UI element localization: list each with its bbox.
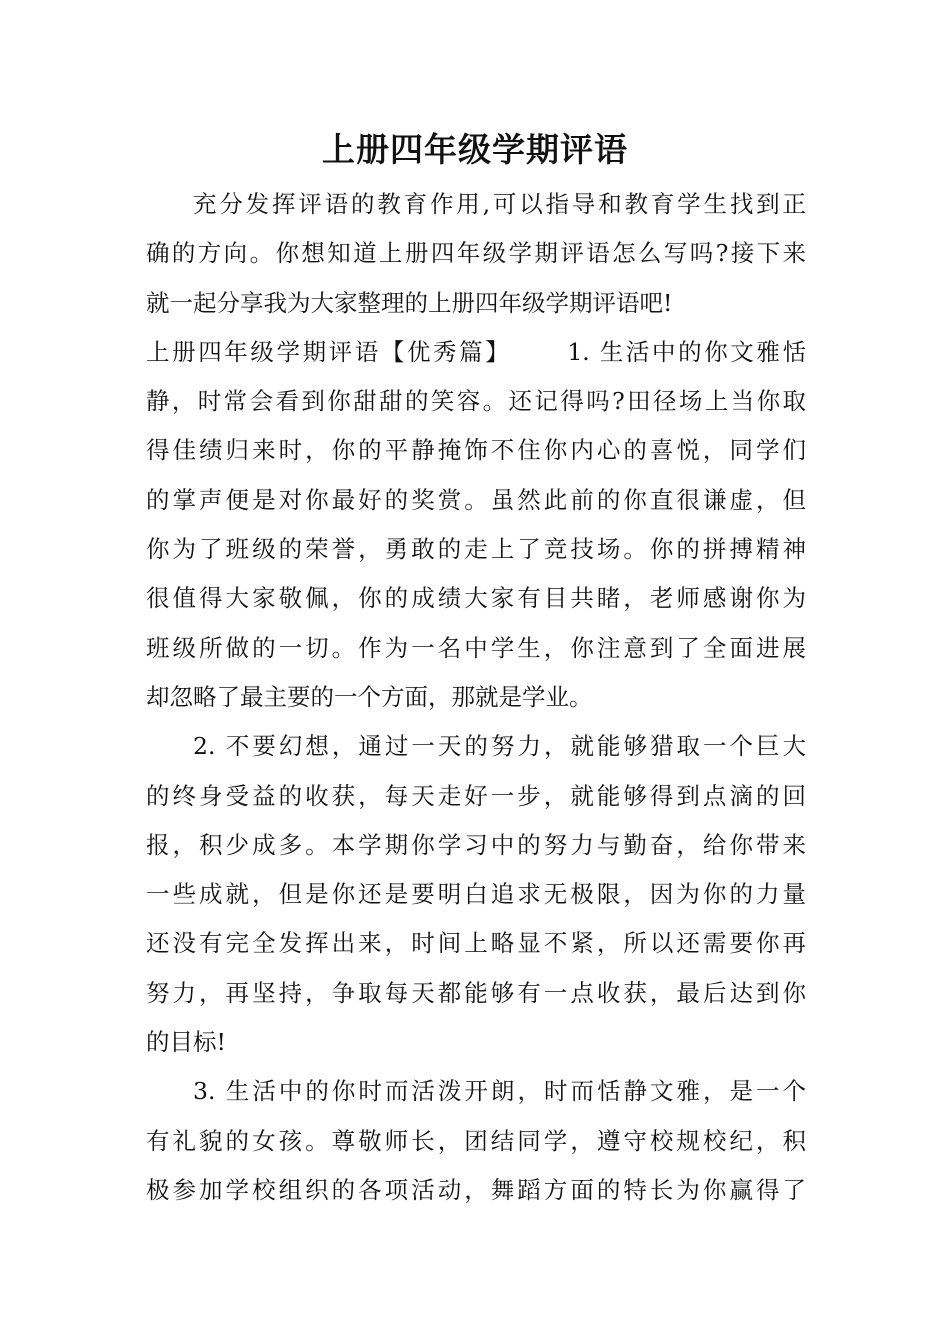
intro-line-2: 确的方向。你想知道上册四年级学期评语怎么写吗?接下来 bbox=[146, 239, 806, 268]
item-1-first-line bbox=[146, 328, 806, 377]
item-2-line-7: 的目标! bbox=[146, 1028, 226, 1057]
item-1-line-1: 1. 生活中的你文雅恬 bbox=[567, 337, 806, 366]
item-1-line-6: 很值得大家敬佩，你的成绩大家有目共睹，老师感谢你为 bbox=[146, 584, 806, 613]
intro-line-3: 就一起分享我为大家整理的上册四年级学期评语吧! bbox=[146, 288, 673, 317]
section-heading: 上册四年级学期评语【优秀篇】 bbox=[146, 337, 512, 366]
item-2-line-6: 努力，再坚持，争取每天都能够有一点收获，最后达到你 bbox=[146, 978, 806, 1007]
item-1-line-2: 静，时常会看到你甜甜的笑容。还记得吗?田径场上当你取 bbox=[146, 387, 806, 416]
item-2-line-2: 的终身受益的收获，每天走好一步，就能够得到点滴的回 bbox=[146, 781, 806, 810]
item-3-line-2: 有礼貌的女孩。尊敬师长，团结同学，遵守校规校纪，积 bbox=[146, 1126, 806, 1155]
intro-paragraph bbox=[146, 180, 806, 328]
item-2-paragraph bbox=[146, 722, 806, 1067]
item-2-line-5: 还没有完全发挥出来，时间上略显不紧，所以还需要你再 bbox=[146, 929, 806, 958]
item-3-paragraph bbox=[146, 1067, 806, 1215]
document-body bbox=[146, 180, 806, 1215]
item-1-line-7: 班级所做的一切。作为一名中学生，你注意到了全面进展 bbox=[146, 633, 806, 662]
item-3-line-3: 极参加学校组织的各项活动，舞蹈方面的特长为你赢得了 bbox=[146, 1175, 806, 1204]
intro-line-1: 充分发挥评语的教育作用,可以指导和教育学生找到正 bbox=[193, 190, 806, 218]
item-2-line-3: 报，积少成多。本学期你学习中的努力与勤奋，给你带来 bbox=[146, 830, 806, 859]
document-title: 上册四年级学期评语 bbox=[322, 130, 628, 169]
item-2-line-1: 2. 不要幻想，通过一天的努力，就能够猎取一个巨大 bbox=[193, 732, 806, 761]
item-2-line-4: 一些成就，但是你还是要明白追求无极限，因为你的力量 bbox=[146, 880, 806, 909]
item-1-line-4: 的掌声便是对你最好的奖赏。虽然此前的你直很谦虚，但 bbox=[146, 485, 806, 514]
item-1-line-5: 你为了班级的荣誉，勇敢的走上了竞技场。你的拼搏精神 bbox=[146, 535, 806, 564]
item-1-line-3: 得佳绩归来时，你的平静掩饰不住你内心的喜悦，同学们 bbox=[146, 436, 806, 465]
item-3-line-1: 3. 生活中的你时而活泼开朗，时而恬静文雅，是一个 bbox=[193, 1077, 806, 1106]
item-1-line-8: 却忽略了最主要的一个方面，那就是学业。 bbox=[146, 682, 593, 711]
item-1-paragraph bbox=[146, 328, 806, 722]
